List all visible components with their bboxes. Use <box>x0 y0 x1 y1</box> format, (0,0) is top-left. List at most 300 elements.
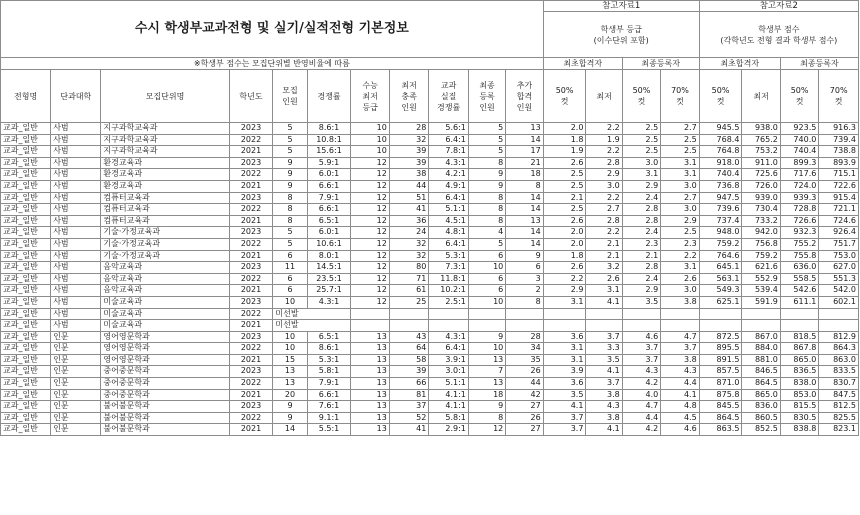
table-cell: 미술교육과 <box>101 308 229 320</box>
column-header: 50% 컷 <box>699 70 742 123</box>
table-cell: 81 <box>389 389 429 401</box>
table-cell: 2022 <box>229 273 273 285</box>
table-cell: 14 <box>273 424 307 436</box>
table-cell: 5.9:1 <box>307 157 351 169</box>
column-header: 최저 <box>742 70 780 123</box>
table-cell: 3.1 <box>661 262 699 274</box>
table-cell: 2.1 <box>543 192 586 204</box>
table-cell: 923.5 <box>780 123 818 135</box>
table-cell: 인문 <box>51 424 101 436</box>
table-cell: 6.4:1 <box>429 192 469 204</box>
table-cell: 인문 <box>51 366 101 378</box>
table-cell: 교과_일반 <box>1 320 51 332</box>
table-cell: 765.2 <box>742 134 780 146</box>
table-cell: 2.9 <box>661 215 699 227</box>
table-cell: 환경교육과 <box>101 157 229 169</box>
table-cell: 838.8 <box>780 424 818 436</box>
table-cell: 인문 <box>51 378 101 390</box>
table-row <box>1 238 859 250</box>
table-cell: 52 <box>389 412 429 424</box>
table-cell: 10 <box>351 134 389 146</box>
table-cell: 4.8 <box>661 401 699 413</box>
table-cell: 26 <box>506 366 543 378</box>
table-cell: 4.3 <box>622 366 660 378</box>
table-cell: 사범 <box>51 296 101 308</box>
table-cell: 549.3 <box>699 285 742 297</box>
table-cell: 인문 <box>51 343 101 355</box>
empty-cell <box>780 308 818 320</box>
table-cell: 4.2 <box>622 378 660 390</box>
table-cell: 27 <box>506 401 543 413</box>
table-cell: 1.9 <box>586 134 622 146</box>
table-cell: 34 <box>506 343 543 355</box>
table-cell: 722.6 <box>819 180 859 192</box>
table-cell: 6 <box>273 273 307 285</box>
table-cell: 6.6:1 <box>307 389 351 401</box>
empty-cell <box>389 308 429 320</box>
table-cell: 830.5 <box>780 412 818 424</box>
group-first-2: 최초합격자 <box>699 58 780 70</box>
table-cell: 1.8 <box>543 134 586 146</box>
table-cell: 2022 <box>229 412 273 424</box>
table-cell: 6.6:1 <box>307 204 351 216</box>
table-cell: 2.5 <box>622 146 660 158</box>
page-title: 수시 학생부교과전형 및 실기/실적전형 기본정보 <box>1 1 544 58</box>
table-row <box>1 262 859 274</box>
table-cell: 7.9:1 <box>307 378 351 390</box>
table-cell: 4.1:1 <box>429 389 469 401</box>
table-cell: 2021 <box>229 250 273 262</box>
table-cell: 23.5:1 <box>307 273 351 285</box>
table-cell: 4.7 <box>622 401 660 413</box>
table-cell: 교과_일반 <box>1 273 51 285</box>
table-cell: 724.0 <box>780 180 818 192</box>
table-cell: 3.7 <box>622 343 660 355</box>
empty-cell <box>586 308 622 320</box>
table-cell: 13 <box>468 354 505 366</box>
table-cell: 8 <box>506 296 543 308</box>
table-cell: 2022 <box>229 238 273 250</box>
table-cell: 미선발 <box>273 308 351 320</box>
column-header: 수능 최저 등급 <box>351 70 389 123</box>
table-cell: 836.0 <box>742 401 780 413</box>
table-cell: 7 <box>468 366 505 378</box>
table-cell: 2.5 <box>543 169 586 181</box>
table-cell: 5 <box>468 134 505 146</box>
table-cell: 사범 <box>51 215 101 227</box>
table-cell: 교과_일반 <box>1 146 51 158</box>
table-cell: 사범 <box>51 238 101 250</box>
ref2-desc: 학생부 점수 (각학년도 전형 결과 학생부 점수) <box>699 12 858 58</box>
column-header: 70% 컷 <box>661 70 699 123</box>
table-cell: 916.3 <box>819 123 859 135</box>
table-cell: 5.1:1 <box>429 204 469 216</box>
table-row <box>1 343 859 355</box>
table-cell: 11 <box>273 262 307 274</box>
empty-cell <box>429 320 469 332</box>
table-row <box>1 296 859 308</box>
table-cell: 사범 <box>51 320 101 332</box>
table-cell: 14 <box>506 238 543 250</box>
table-cell: 833.5 <box>819 366 859 378</box>
table-cell: 4 <box>468 227 505 239</box>
table-cell: 미선발 <box>273 320 351 332</box>
ref2-label: 참고자료2 <box>699 1 858 12</box>
table-cell: 2022 <box>229 378 273 390</box>
table-cell: 764.6 <box>699 250 742 262</box>
table-cell: 13 <box>351 331 389 343</box>
table-cell: 컴퓨터교육과 <box>101 215 229 227</box>
table-cell: 66 <box>389 378 429 390</box>
table-cell: 4.2:1 <box>429 169 469 181</box>
table-cell: 61 <box>389 285 429 297</box>
table-cell: 5.6:1 <box>429 123 469 135</box>
column-header: 학년도 <box>229 70 273 123</box>
table-cell: 864.3 <box>819 343 859 355</box>
table-cell: 3.7 <box>586 378 622 390</box>
table-cell: 교과_일반 <box>1 157 51 169</box>
table-row <box>1 424 859 436</box>
table-cell: 2023 <box>229 296 273 308</box>
empty-cell <box>543 320 586 332</box>
table-cell: 14 <box>506 134 543 146</box>
column-header: 50% 컷 <box>622 70 660 123</box>
table-cell: 815.5 <box>780 401 818 413</box>
table-cell: 사범 <box>51 204 101 216</box>
table-cell: 8 <box>468 412 505 424</box>
table-body <box>1 123 859 436</box>
table-cell: 3.7 <box>543 412 586 424</box>
table-cell: 교과_일반 <box>1 262 51 274</box>
table-cell: 10 <box>273 343 307 355</box>
table-cell: 사범 <box>51 250 101 262</box>
column-header-row <box>1 70 859 123</box>
table-cell: 939.3 <box>780 192 818 204</box>
group-first-1: 최초합격자 <box>543 58 622 70</box>
table-cell: 3.8 <box>661 354 699 366</box>
table-cell: 5.5:1 <box>307 424 351 436</box>
table-cell: 739.4 <box>819 134 859 146</box>
table-cell: 13 <box>351 424 389 436</box>
table-cell: 2.5 <box>661 227 699 239</box>
table-cell: 80 <box>389 262 429 274</box>
table-cell: 3.6 <box>543 331 586 343</box>
table-cell: 872.5 <box>699 331 742 343</box>
table-cell: 891.5 <box>699 354 742 366</box>
table-cell: 미술교육과 <box>101 296 229 308</box>
table-cell: 2022 <box>229 134 273 146</box>
table-cell: 8.6:1 <box>307 123 351 135</box>
column-header: 교과 실질 경쟁률 <box>429 70 469 123</box>
table-cell: 5 <box>468 123 505 135</box>
table-cell: 2.1 <box>586 250 622 262</box>
table-cell: 2.8 <box>586 215 622 227</box>
table-cell: 3.8 <box>586 412 622 424</box>
table-cell: 4.6 <box>622 331 660 343</box>
table-cell: 942.0 <box>742 227 780 239</box>
table-cell: 4.5 <box>661 412 699 424</box>
table-cell: 2023 <box>229 192 273 204</box>
table-cell: 4.1 <box>543 401 586 413</box>
table-cell: 5 <box>273 123 307 135</box>
table-cell: 교과_일반 <box>1 308 51 320</box>
table-cell: 2 <box>506 285 543 297</box>
table-cell: 35 <box>506 354 543 366</box>
table-cell: 25 <box>389 296 429 308</box>
table-cell: 3.8 <box>661 296 699 308</box>
table-cell: 2021 <box>229 215 273 227</box>
table-cell: 2.9 <box>622 180 660 192</box>
table-cell: 4.3:1 <box>307 296 351 308</box>
table-cell: 552.9 <box>742 273 780 285</box>
table-cell: 교과_일반 <box>1 192 51 204</box>
table-cell: 사범 <box>51 285 101 297</box>
table-cell: 6 <box>468 285 505 297</box>
table-cell: 12 <box>351 215 389 227</box>
table-cell: 12 <box>351 285 389 297</box>
table-cell: 43 <box>389 331 429 343</box>
table-cell: 15 <box>273 354 307 366</box>
table-cell: 5.3:1 <box>429 250 469 262</box>
table-cell: 865.0 <box>780 354 818 366</box>
table-cell: 4.1:1 <box>429 401 469 413</box>
table-cell: 44 <box>389 180 429 192</box>
table-row <box>1 354 859 366</box>
table-cell: 915.4 <box>819 192 859 204</box>
table-cell: 2.6 <box>543 262 586 274</box>
table-cell: 636.0 <box>780 262 818 274</box>
table-cell: 6 <box>468 273 505 285</box>
table-cell: 2.2 <box>586 123 622 135</box>
table-cell: 교과_일반 <box>1 331 51 343</box>
table-cell: 4.3 <box>586 401 622 413</box>
column-header: 모집단위명 <box>101 70 229 123</box>
table-cell: 751.7 <box>819 238 859 250</box>
empty-cell <box>506 320 543 332</box>
table-cell: 812.9 <box>819 331 859 343</box>
table-cell: 2.2 <box>543 273 586 285</box>
table-cell: 3.1 <box>543 354 586 366</box>
table-cell: 13 <box>506 215 543 227</box>
table-cell: 740.0 <box>780 134 818 146</box>
table-cell: 32 <box>389 250 429 262</box>
empty-cell <box>661 320 699 332</box>
table-cell: 2021 <box>229 146 273 158</box>
table-cell: 4.5:1 <box>429 215 469 227</box>
table-cell: 4.4 <box>661 378 699 390</box>
empty-cell <box>819 308 859 320</box>
column-header: 70% 컷 <box>819 70 859 123</box>
table-row <box>1 157 859 169</box>
table-cell: 3.3 <box>586 343 622 355</box>
table-cell: 사범 <box>51 262 101 274</box>
table-cell: 환경교육과 <box>101 169 229 181</box>
table-row <box>1 308 859 320</box>
table-cell: 726.6 <box>780 215 818 227</box>
table-cell: 611.1 <box>780 296 818 308</box>
table-cell: 2.5 <box>622 134 660 146</box>
table-cell: 7.8:1 <box>429 146 469 158</box>
table-cell: 717.6 <box>780 169 818 181</box>
table-cell: 2.1 <box>622 250 660 262</box>
table-cell: 10 <box>351 146 389 158</box>
table-cell: 845.5 <box>699 401 742 413</box>
table-cell: 14 <box>506 192 543 204</box>
table-cell: 교과_일반 <box>1 285 51 297</box>
table-cell: 2.9 <box>543 285 586 297</box>
empty-cell <box>506 308 543 320</box>
table-cell: 864.5 <box>742 378 780 390</box>
table-cell: 2.8 <box>622 215 660 227</box>
table-row <box>1 146 859 158</box>
table-cell: 영어영문학과 <box>101 343 229 355</box>
table-cell: 71 <box>389 273 429 285</box>
table-cell: 13 <box>351 343 389 355</box>
table-row <box>1 250 859 262</box>
table-cell: 39 <box>389 157 429 169</box>
table-cell: 2.8 <box>622 204 660 216</box>
table-cell: 58 <box>389 354 429 366</box>
table-cell: 중어중문학과 <box>101 378 229 390</box>
table-cell: 5 <box>273 146 307 158</box>
table-cell: 2.4 <box>622 273 660 285</box>
empty-cell <box>819 320 859 332</box>
table-cell: 10 <box>468 343 505 355</box>
table-cell: 5 <box>273 238 307 250</box>
table-cell: 사범 <box>51 146 101 158</box>
table-cell: 740.4 <box>780 146 818 158</box>
table-cell: 3.6 <box>543 378 586 390</box>
table-cell: 2023 <box>229 401 273 413</box>
table-cell: 음악교육과 <box>101 285 229 297</box>
column-header: 전형명 <box>1 70 51 123</box>
empty-cell <box>543 308 586 320</box>
empty-cell <box>468 308 505 320</box>
table-cell: 733.2 <box>742 215 780 227</box>
column-header: 최저 <box>586 70 622 123</box>
table-cell: 4.1 <box>661 389 699 401</box>
table-cell: 2.0 <box>543 238 586 250</box>
table-cell: 3.0 <box>622 157 660 169</box>
table-cell: 2.2 <box>586 146 622 158</box>
table-cell: 3.7 <box>543 424 586 436</box>
table-cell: 759.2 <box>699 238 742 250</box>
table-cell: 2.4 <box>622 227 660 239</box>
table-cell: 불어불문학과 <box>101 412 229 424</box>
table-cell: 3.5 <box>586 354 622 366</box>
table-cell: 13 <box>351 366 389 378</box>
table-cell: 2.7 <box>661 123 699 135</box>
table-cell: 867.0 <box>742 331 780 343</box>
table-cell: 627.0 <box>819 262 859 274</box>
table-cell: 교과_일반 <box>1 169 51 181</box>
table-row <box>1 227 859 239</box>
empty-cell <box>622 308 660 320</box>
table-cell: 3.1 <box>661 157 699 169</box>
table-cell: 625.1 <box>699 296 742 308</box>
table-cell: 2.5 <box>661 134 699 146</box>
table-cell: 미술교육과 <box>101 320 229 332</box>
table-cell: 10.6:1 <box>307 238 351 250</box>
table-cell: 6.0:1 <box>307 169 351 181</box>
table-cell: 2023 <box>229 157 273 169</box>
table-cell: 9 <box>468 169 505 181</box>
table-cell: 945.5 <box>699 123 742 135</box>
table-cell: 730.4 <box>742 204 780 216</box>
table-cell: 8 <box>468 215 505 227</box>
table-cell: 2.5 <box>543 204 586 216</box>
empty-cell <box>351 320 389 332</box>
table-cell: 3.8 <box>586 389 622 401</box>
table-cell: 6 <box>273 285 307 297</box>
table-cell: 사범 <box>51 308 101 320</box>
table-cell: 895.5 <box>699 343 742 355</box>
table-cell: 24 <box>389 227 429 239</box>
table-cell: 5.1:1 <box>429 378 469 390</box>
table-cell: 10 <box>468 262 505 274</box>
table-cell: 교과_일반 <box>1 366 51 378</box>
table-cell: 4.3:1 <box>429 157 469 169</box>
table-cell: 26 <box>506 412 543 424</box>
table-cell: 사범 <box>51 169 101 181</box>
table-cell: 교과_일반 <box>1 354 51 366</box>
table-cell: 12 <box>351 238 389 250</box>
table-row <box>1 192 859 204</box>
table-cell: 899.3 <box>780 157 818 169</box>
table-cell: 7.9:1 <box>307 192 351 204</box>
table-cell: 2023 <box>229 123 273 135</box>
table-cell: 8 <box>468 192 505 204</box>
table-cell: 사범 <box>51 180 101 192</box>
table-cell: 3.1 <box>586 285 622 297</box>
table-cell: 4.1 <box>586 366 622 378</box>
table-cell: 교과_일반 <box>1 134 51 146</box>
table-cell: 2.6 <box>543 157 586 169</box>
table-cell: 기술·가정교육과 <box>101 250 229 262</box>
table-cell: 753.0 <box>819 250 859 262</box>
table-cell: 881.0 <box>742 354 780 366</box>
table-cell: 13 <box>273 366 307 378</box>
table-cell: 738.8 <box>819 146 859 158</box>
table-cell: 기술·가정교육과 <box>101 227 229 239</box>
table-cell: 32 <box>389 238 429 250</box>
table-cell: 12 <box>351 204 389 216</box>
table-cell: 27 <box>506 424 543 436</box>
table-cell: 542.0 <box>819 285 859 297</box>
empty-cell <box>699 308 742 320</box>
table-cell: 2023 <box>229 227 273 239</box>
table-cell: 6 <box>506 262 543 274</box>
table-cell: 3.5 <box>543 389 586 401</box>
table-cell: 825.5 <box>819 412 859 424</box>
table-cell: 39 <box>389 146 429 158</box>
table-cell: 4.3 <box>661 366 699 378</box>
table-cell: 지구과학교육과 <box>101 146 229 158</box>
table-cell: 539.4 <box>742 285 780 297</box>
table-cell: 857.5 <box>699 366 742 378</box>
table-cell: 724.6 <box>819 215 859 227</box>
table-cell: 38 <box>389 169 429 181</box>
table-cell: 4.7 <box>661 331 699 343</box>
table-cell: 교과_일반 <box>1 343 51 355</box>
table-cell: 영어영문학과 <box>101 331 229 343</box>
table-cell: 4.3:1 <box>429 331 469 343</box>
table-cell: 2023 <box>229 366 273 378</box>
table-cell: 음악교육과 <box>101 262 229 274</box>
table-row <box>1 180 859 192</box>
table-cell: 10.8:1 <box>307 134 351 146</box>
table-cell: 3.0 <box>661 204 699 216</box>
